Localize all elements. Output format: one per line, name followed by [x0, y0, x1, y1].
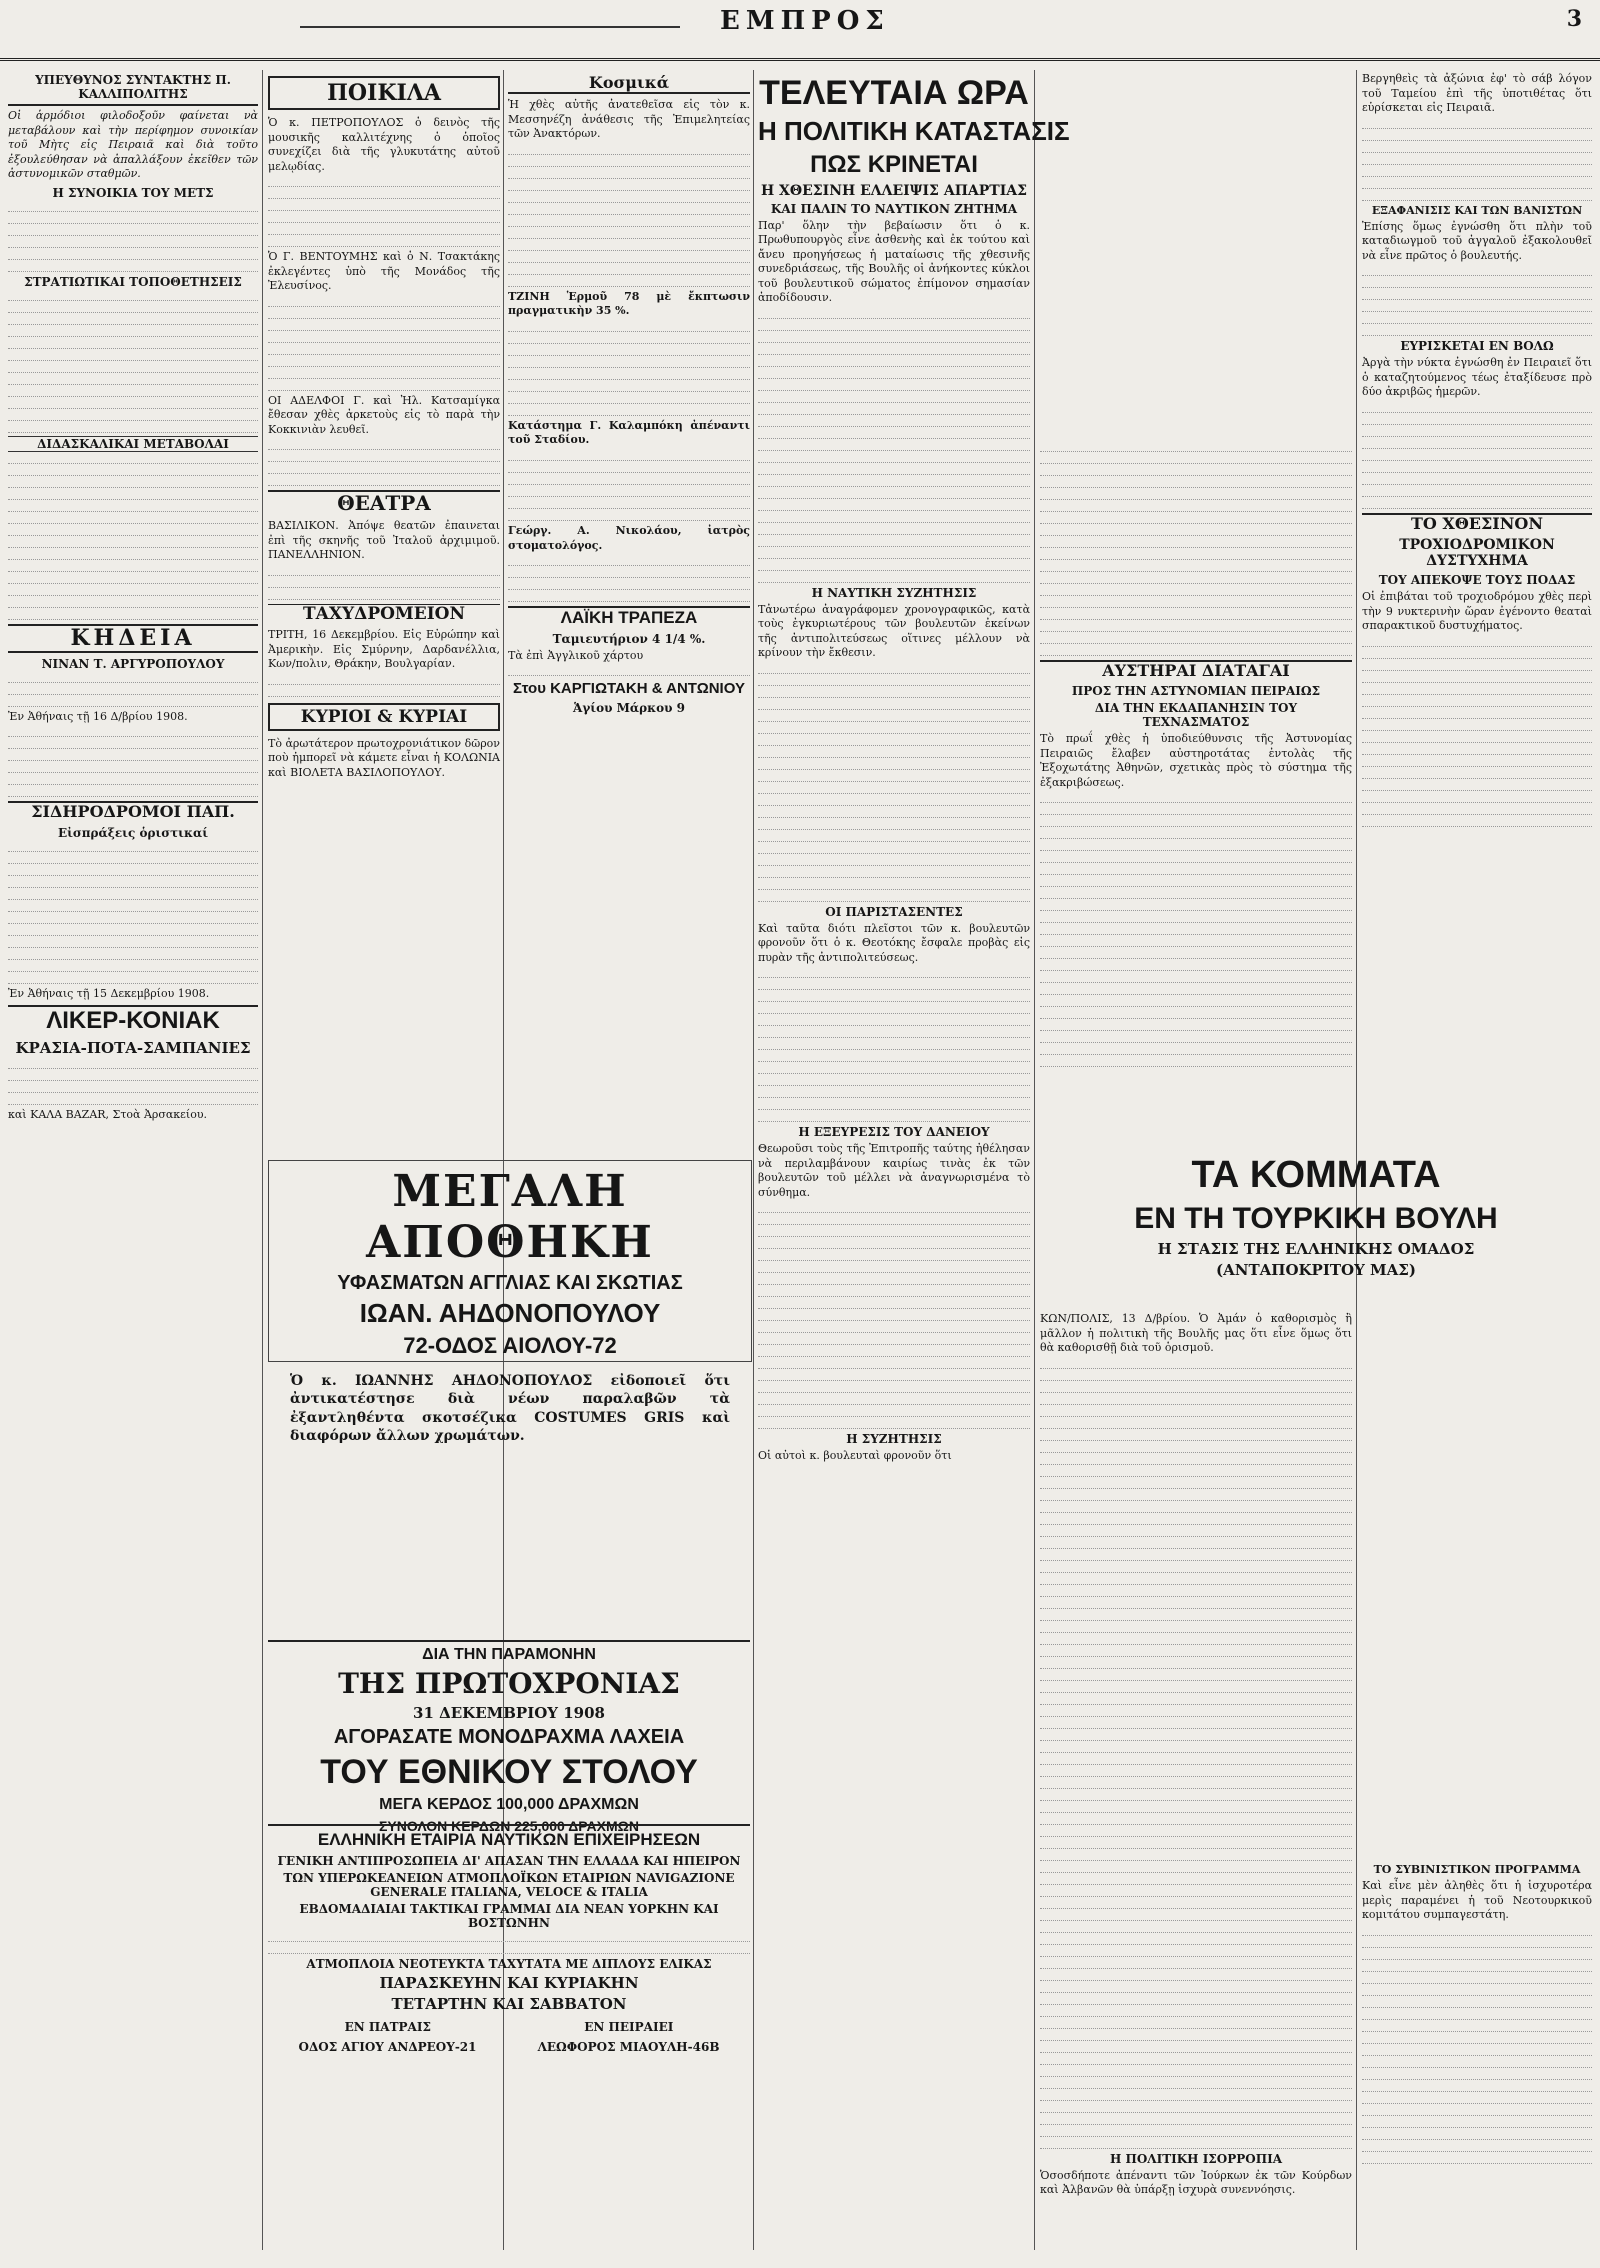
debate-heading: Η ΣΥΖΗΤΗΣΙΣ: [846, 1432, 942, 1447]
balance-text: Ὁσοσδήποτε ἀπέναντι τῶν Ἰούρκων ἐκ τῶν Κούρδων καὶ Ἀλβανῶν θὰ ὑπάρξῃ ἰσχυρὰ συνεννόησις.: [1040, 2168, 1352, 2197]
misc-heading: ΠΟΙΚΙΛΑ: [268, 76, 500, 110]
shipping-line-2: ΓΕΝΙΚΗ ΑΝΤΙΠΡΟΣΩΠΕΙΑ ΔΙ' ΑΠΑΣΑΝ ΤΗΝ ΕΛΛΑΔΑ ΚΑΙ ΗΠΕΙΡΟΝ: [277, 1853, 741, 1868]
lottery-prize: ΜΕΓΑ ΚΕΡΔΟΣ 100,000 ΔΡΑΧΜΩΝ: [379, 1795, 639, 1813]
naval-debate-text: Τἀνωτέρω ἀναγράφομεν χρονογραφικῶς, κατὰ τοὺς ἐγκυριωτέρους τῶν βουλευτῶν ἐκείνων τῆς ἀντιπολιτεύσεως οἵτινες μέλλουν νὰ κρίνουν τὴν ἔκθεσιν.: [758, 602, 1030, 660]
quorum-heading: Η ΧΘΕΣΙΝΗ ΕΛΛΕΙΨΙΣ ΑΠΑΡΤΙΑΣ: [760, 182, 1028, 199]
accident-heading-1: ΤΟ ΧΘΕΣΙΝΟΝ: [1362, 513, 1592, 533]
program-heading: ΤΟ ΣΥΒΙΝΙΣΤΙΚΟΝ ΠΡΟΓΡΑΜΜΑ: [1373, 1863, 1581, 1876]
politics-heading: Η ΠΟΛΙΤΙΚΗ ΚΑΤΑΣΤΑΣΙΣ: [758, 116, 1070, 147]
intro-text: Οἱ ἁρμόδιοι φιλοδοξοῦν φαίνεται νὰ μεταβάλουν καὶ τὴν περίφημον συνοικίαν τοῦ Μὴτς εἰς Πειραιᾶ καὶ διὰ τοῦτο ἐξουλεύθησαν νὰ ἀπαλλάξουν ἐκεῖθεν τῶν ἀστυνομικῶν σταθμῶν.: [8, 109, 258, 181]
rules-heading: ΑΥΣΤΗΡΑΙ ΔΙΑΤΑΓΑΙ: [1040, 660, 1352, 680]
hostile-heading: ΟΙ ΠΑΡΙΣΤΑΣΕΝΤΕΣ: [825, 904, 963, 919]
last-hour-heading: ΤΕΛΕΥΤΑΙΑ ΩΡΑ: [759, 74, 1029, 112]
social-text: Ἡ χθὲς αὐτῆς ἀνατεθεῖσα εἰς τὸν κ. Μεσσηνέζη ἀνάθεσις τῆς Ἐπιμελητείας τῶν Ἀνακτόρων.: [508, 98, 750, 141]
bank-heading: ΛΑΪΚΗ ΤΡΑΠΕΖΑ: [508, 606, 750, 628]
military-heading: ΣΤΡΑΤΙΩΤΙΚΑΙ ΤΟΠΟΘΕΤΗΣΕΙΣ: [24, 274, 242, 289]
shipping-days-2: ΤΕΤΑΡΤΗΝ ΚΑΙ ΣΑΒΒΑΤΟΝ: [391, 1994, 627, 2013]
accident-text: Οἱ ἐπιβάται τοῦ τροχιοδρόμου χθὲς περὶ τὴν 9 νυκτερινὴν ὥραν ἐγένοντο θεαταὶ σπαρακτικοῦ δυστυχήματος.: [1362, 590, 1592, 633]
warehouse-ad: [268, 1160, 752, 1362]
misc-item-1: Ὁ κ. ΠΕΤΡΟΠΟΥΛΟΣ ὁ δεινὸς τῆς μουσικῆς καλλιτέχνης ὁ ὁποῖος συνεχίζει διὰ τῆς γλυκυτάτης αὐτοῦ μελῳδίας.: [268, 116, 500, 173]
turkey-heading-2: ΕΝ ΤΗ ΤΟΥΡΚΙΚΗ ΒΟΥΛΗ: [1134, 1201, 1498, 1235]
teaching-heading: ΔΙΔΑΣΚΑΛΙΚΑΙ ΜΕΤΑΒΟΛΑΙ: [8, 436, 258, 452]
turkey-heading-4: (ΑΝΤΑΠΟΚΡΙΤΟΥ ΜΑΣ): [1216, 1261, 1416, 1280]
turkey-text-col: [1040, 1310, 1352, 2250]
turkey-section: [1040, 1150, 1592, 1282]
funeral-heading: ΚΗΔΕΙΑ: [8, 624, 258, 653]
masthead: [0, 0, 1600, 61]
theatres-text: ΒΑΣΙΛΙΚΟΝ. Ἀπόψε θεατῶν ἐπαινεται ἐπὶ τῆς σκηνῆς τοῦ Ἰταλοῦ ἀρχιμιμοῦ. ΠΑΝΕΛΛΗΝΙΟΝ.: [268, 519, 500, 562]
shipping-title: ΕΛΛΗΝΙΚΗ ΕΤΑΙΡΙΑ ΝΑΥΤΙΚΩΝ ΕΠΙΧΕΙΡΗΣΕΩΝ: [317, 1830, 701, 1849]
bank-address: Ἁγίου Μάρκου 9: [573, 701, 685, 716]
lottery-title: ΤΗΣ ΠΡΩΤΟΧΡΟΝΙΑΣ: [338, 1667, 680, 1701]
bank-shop: Στου ΚΑΡΓΙΩΤΑΚΗ & ΑΝΤΩΝΙΟΥ: [513, 680, 745, 698]
warehouse-text: Ὁ κ. ΙΩΑΝΝΗΣ ΑΗΔΟΝΟΠΟΥΛΟΣ εἰδοποιεῖ ὅτι ἀντικατέστησε διὰ νέων παραλαβῶν τὰ ἐξαντληθέντα σκοτσέζικα COSTUMES GRIS καὶ διαφόρων ἄλλων χρωμάτων.: [290, 1373, 730, 1445]
debate-text: Οἱ αὐτοὶ κ. βουλευταὶ φρονοῦν ὅτι: [758, 1449, 952, 1463]
social-ad-1: ΤΖΙΝΗ Ἑρμοῦ 78 μὲ ἔκπτωσιν πραγματικὴν 35 %.: [508, 289, 750, 318]
decree-text: Ἐπίσης ὅμως ἐγνώσθη ὅτι πλὴν τοῦ καταδιωγμοῦ τοῦ ἀγγαλοῦ ἐξακολουθεῖ νὰ εἶνε πρῶτος ὁ βουλευτής.: [1362, 219, 1592, 262]
lottery-date: 31 ΔΕΚΕΜΒΡΙΟΥ 1908: [413, 1703, 605, 1722]
column-divider: [262, 70, 263, 2250]
warehouse-title: ΜΕΓΑΛΗ ΑΠΟΘΗΚΗ: [366, 1166, 654, 1268]
bank-text: Τὰ ἐπὶ Ἀγγλικοῦ χάρτου: [508, 648, 644, 662]
funeral-name: ΝΙΝΑΝ Τ. ΑΡΓΥΡΟΠΟΥΛΟΥ: [41, 656, 225, 671]
railway-heading: ΣΙΔΗΡΟΔΡΟΜΟΙ ΠΑΠ.: [8, 801, 258, 821]
social-ad-2: Κατάστημα Γ. Καλαμπόκη ἀπέναντι τοῦ Σταδίου.: [508, 418, 750, 447]
rules-heading-2: ΠΡΟΣ ΤΗΝ ΑΣΤΥΝΟΜΙΑΝ ΠΕΙΡΑΙΩΣ: [1071, 684, 1321, 699]
turkey-text: ΚΩΝ/ΠΟΛΙΣ, 13 Δ/βρίου. Ὁ Ἀμάν ὁ καθορισμὸς ἢ μᾶλλον ἡ πολιτικὴ τῆς Βουλῆς μας ὅτι εἶνε ὅμως ὅτι θὰ καθορισθῇ διὰ τοῦ ὁρισμοῦ.: [1040, 1312, 1352, 1355]
lottery-ad: [268, 1640, 750, 1835]
misc-item-3: ΟΙ ΑΔΕΛΦΟΙ Γ. καὶ Ἠλ. Κατσαμίγκα ἔθεσαν χθὲς ἀρκετοὺς εἰς τὸ παρὰ τὴν Κοκκινιὰν λευθεῖ.: [268, 393, 500, 436]
accident-heading-2: ΤΡΟΧΙΟΔΡΟΜΙΚΟΝ ΔΥΣΤΥΧΗΜΑ: [1399, 537, 1555, 570]
program-text: Καὶ εἶνε μὲν ἀληθὲς ὅτι ἡ ἰσχυροτέρα μερὶς παραμένει ἡ τοῦ Νεοτουρκικοῦ κομιτάτου συμπαγεστάτη.: [1362, 1879, 1592, 1922]
post-heading: ΤΑΧΥΔΡΟΜΕΙΟΝ: [268, 604, 500, 625]
liquor-ad-title: ΛΙΚΕΡ-ΚΟΝΙΑΚ: [8, 1005, 258, 1035]
lottery-fleet: ΤΟΥ ΕΘΝΙΚΟΥ ΣΤΟΛΟΥ: [320, 1752, 698, 1791]
lottery-pre: ΔΙΑ ΤΗΝ ΠΑΡΑΜΟΝΗΝ: [422, 1646, 596, 1663]
loan-text: Θεωροῦσι τοὺς τῆς Ἐπιτροπῆς ταύτης ἠθέλησαν νὰ περιλαμβάνουν καιρίως τινὰς ἐκ τῶν βουλευτῶν τοῦ μέλλει νὰ ἀναγνωρισμένα τὸ σύνθημα.: [758, 1142, 1030, 1199]
volos-text: Ἀργὰ τὴν νύκτα ἐγνώσθη ἐν Πειραιεῖ ὅτι ὁ καταζητούμενος τέως ἐταξίδευσε πρὸ δύο ἀκριβῶς ἡμερῶν.: [1362, 356, 1592, 399]
post-text: ΤΡΙΤΗ, 16 Δεκεμβρίου. Εἰς Εὐρώπην καὶ Ἀμερικὴν. Εἰς Σμύρνην, Δαρδανέλλια, Κων/πολιν, Θράκην, Βουλγαρίαν.: [268, 628, 500, 671]
newspaper-title: ΕΜΠΡΟΣ: [720, 6, 890, 36]
judgement-heading: ΠΩΣ ΚΡΙΝΕΤΑΙ: [810, 150, 978, 178]
page-number: 3: [1566, 6, 1582, 32]
liquor-ad-foot: καὶ ΚΑΛΑ BAZAR, Στοὰ Ἀρσακείου.: [8, 1107, 207, 1121]
kyrioi-text: Τὸ ἀρωτάτερον πρωτοχρονιάτικον δῶρον ποὺ ἠμπορεῖ νὰ κάμετε εἶναι ἡ ΚΟΛΩΝΙΑ καὶ ΒΙΟΛΕΤΑ ΒΑΣΙΛΟΠΟΥΛΟΥ.: [268, 736, 500, 779]
column-6-lower: [1362, 1860, 1592, 2250]
warehouse-line-3: ΙΩΑΝ. ΑΗΔΟΝΟΠΟΥΛΟΥ: [359, 1298, 661, 1329]
column-1: [8, 70, 258, 2250]
social-ad-3: Γεώργ. Α. Νικολάου, ἰατρὸς στοματολόγος.: [508, 524, 750, 552]
misc-item-2: Ὁ Γ. ΒΕΝΤΟΥΜΗΣ καὶ ὁ Ν. Τσακτάκης ἐκλεγέντες ὑπὸ τῆς Μονάδος τῆς Ἐλευσίνος.: [268, 250, 500, 293]
turkey-heading-1: ΤΑ ΚΟΜΜΑΤΑ: [1191, 1154, 1441, 1196]
editor-line: ΥΠΕΥΘΥΝΟΣ ΣΥΝΤΑΚΤΗΣ Π. ΚΑΛΛΙΠΟΛΙΤΗΣ: [8, 73, 258, 106]
balance-heading: Η ΠΟΛΙΤΙΚΗ ΙΣΟΡΡΟΠΙΑ: [1109, 2151, 1283, 2166]
side-label: Η ΣΥΝΟΙΚΙΑ ΤΟΥ ΜΕΤΣ: [52, 185, 214, 200]
warehouse-line-2: ΥΦΑΣΜΑΤΩΝ ΑΓΓΛΙΑΣ ΚΑΙ ΣΚΩΤΙΑΣ: [337, 1272, 683, 1295]
kyrioi-heading: ΚΥΡΙΟΙ & ΚΥΡΙΑΙ: [268, 703, 500, 731]
liquor-ad-sub: ΚΡΑΣΙΑ-ΠΟΤΑ-ΣΑΜΠΑΝΙΕΣ: [15, 1038, 251, 1057]
lottery-total: ΣΥΝΟΛΟΝ ΚΕΡΔΩΝ 225,000 ΔΡΑΧΜΩΝ: [378, 1818, 640, 1835]
rules-text: Τὸ πρωΐ χθὲς ἡ ὑποδιεύθυνσις τῆς Ἀστυνομίας Πειραιῶς ἔλαβεν αὐστηροτάτας ἐντολὰς τῆς Ἐξοχωτάτης Ἀθηνῶν, σχετικὰς πρὸς τὸ σύστημα τῆς ἐξακριβώσεως.: [1040, 732, 1352, 789]
bank-sub: Ταμιευτήριον 4 1/4 %.: [552, 631, 706, 646]
shipping-line-4: ΕΒΔΟΜΑΔΙΑΙΑΙ ΤΑΚΤΙΚΑΙ ΓΡΑΜΜΑΙ ΔΙΑ ΝΕΑΝ ΥΟΡΚΗΝ ΚΑΙ ΒΟΣΤΩΝΗΝ: [299, 1901, 719, 1930]
shipping-line-5: ΑΤΜΟΠΛΟΙΑ ΝΕΟΤΕΥΚΤΑ ΤΑΧΥΤΑΤΑ ΜΕ ΔΙΠΛΟΥΣ ΕΛΙΚΑΣ: [306, 1956, 712, 1971]
lottery-buy: ΑΓΟΡΑΣΑΤΕ ΜΟΝΟΔΡΑΧΜΑ ΛΑΧΕΙΑ: [333, 1725, 685, 1748]
turkey-heading-3: Η ΣΤΑΣΙΣ ΤΗΣ ΕΛΛΗΝΙΚΗΣ ΟΜΑΔΟΣ: [1157, 1240, 1475, 1259]
column-2: [268, 70, 500, 1150]
warehouse-line-4: 72-ΟΔΟΣ ΑΙΟΛΟΥ-72: [403, 1333, 617, 1359]
hostile-text: Καὶ ταῦτα διότι πλεῖστοι τῶν κ. βουλευτῶν φρονοῦν ὅτι ὁ κ. Θεοτόκης ἔσφαλε προβὰς εἰς πυρὰν τῆς ἀντιπολιτεύσεως.: [758, 921, 1030, 964]
shipping-days-1: ΠΑΡΑΣΚΕΥΗΝ ΚΑΙ ΚΥΡΙΑΚΗΝ: [379, 1973, 639, 1992]
col6-top-text: Βεργηθεὶς τὰ ἀξώνια ἐφ' τὸ σάβ λόγον τοῦ Ταμείου ἐπὶ τῆς ὑποτιθέτας ὅτι εὑρίσκεται εἰς Πειραιᾶ.: [1362, 72, 1592, 115]
naval-issue-heading: ΚΑΙ ΠΑΛΙΝ ΤΟ ΝΑΥΤΙΚΟΝ ΖΗΤΗΜΑ: [770, 201, 1018, 216]
accident-heading-3: ΤΟΥ ΑΠΕΚΟΨΕ ΤΟΥΣ ΠΟΔΑΣ: [1378, 573, 1576, 588]
naval-debate-heading: Η ΝΑΥΤΙΚΗ ΣΥΖΗΤΗΣΙΣ: [811, 585, 977, 600]
theatres-heading: ΘΕΑΤΡΑ: [268, 490, 500, 515]
column-4: [758, 70, 1070, 2250]
column-divider: [753, 70, 754, 2250]
column-divider: [1034, 70, 1035, 2250]
column-6: [1362, 70, 1592, 1150]
shipping-city-1: ΕΝ ΠΑΤΡΑΙΣ: [344, 2020, 431, 2035]
column-3: [508, 70, 750, 1150]
social-heading: Κοσμικά: [508, 74, 750, 94]
rules-heading-3: ΔΙΑ ΤΗΝ ΕΚΔΑΠΑΝΗΣΙΝ ΤΟΥ ΤΕΧΝΑΣΜΑΤΟΣ: [1094, 701, 1298, 730]
loan-heading: Η ΕΞΕΥΡΕΣΙΣ ΤΟΥ ΔΑΝΕΙΟΥ: [798, 1125, 990, 1140]
shipping-city-2: ΕΝ ΠΕΙΡΑΙΕΙ: [584, 2020, 674, 2035]
shipping-line-3: ΤΩΝ ΥΠΕΡΩΚΕΑΝΕΙΩΝ ΑΤΜΟΠΛΟΪΚΩΝ ΕΤΑΙΡΙΩΝ NAVIGAZIONE GENERALE ITALIANA, VELOCE & ITALIA: [283, 1870, 735, 1899]
shipping-ad: [268, 1824, 750, 2236]
railway-date: Ἐν Ἀθήναις τῇ 15 Δεκεμβρίου 1908.: [8, 986, 210, 1000]
decree-heading: ΕΞΑΦΑΝΙΣΙΣ ΚΑΙ ΤΩΝ ΒΑΝΙΣΤΩΝ: [1371, 203, 1583, 217]
volos-heading: ΕΥΡΙΣΚΕΤΑΙ ΕΝ ΒΟΛΩ: [1400, 339, 1554, 354]
railway-sub: Εἰσπράξεις ὁριστικαί: [57, 825, 209, 840]
funeral-date: Ἐν Ἀθήναις τῇ 16 Δ/βρίου 1908.: [8, 709, 188, 723]
politics-body: Παρ' ὅλην τὴν βεβαίωσιν ὅτι ὁ κ. Πρωθυπουργὸς εἶνε ἀσθενὴς καὶ ἐκ τούτου καὶ ἄνευ προηγήσεως ἡ ματαίωσις τῆς χθεσινῆς συνεδριάσεως, τῆς Βουλῆς οἱ ἀνήκοντες κύκλοι τοῦ βουλευτικοῦ σώματος ἐπίμονον σημασίαν ἀποδίδουσιν.: [758, 218, 1030, 305]
shipping-addr-2: ΛΕΩΦΟΡΟΣ ΜΙΑΟΥΛΗ-46Β: [537, 2040, 720, 2055]
shipping-addr-1: ΟΔΟΣ ΑΓΙΟΥ ΑΝΔΡΕΟΥ-21: [298, 2040, 477, 2055]
